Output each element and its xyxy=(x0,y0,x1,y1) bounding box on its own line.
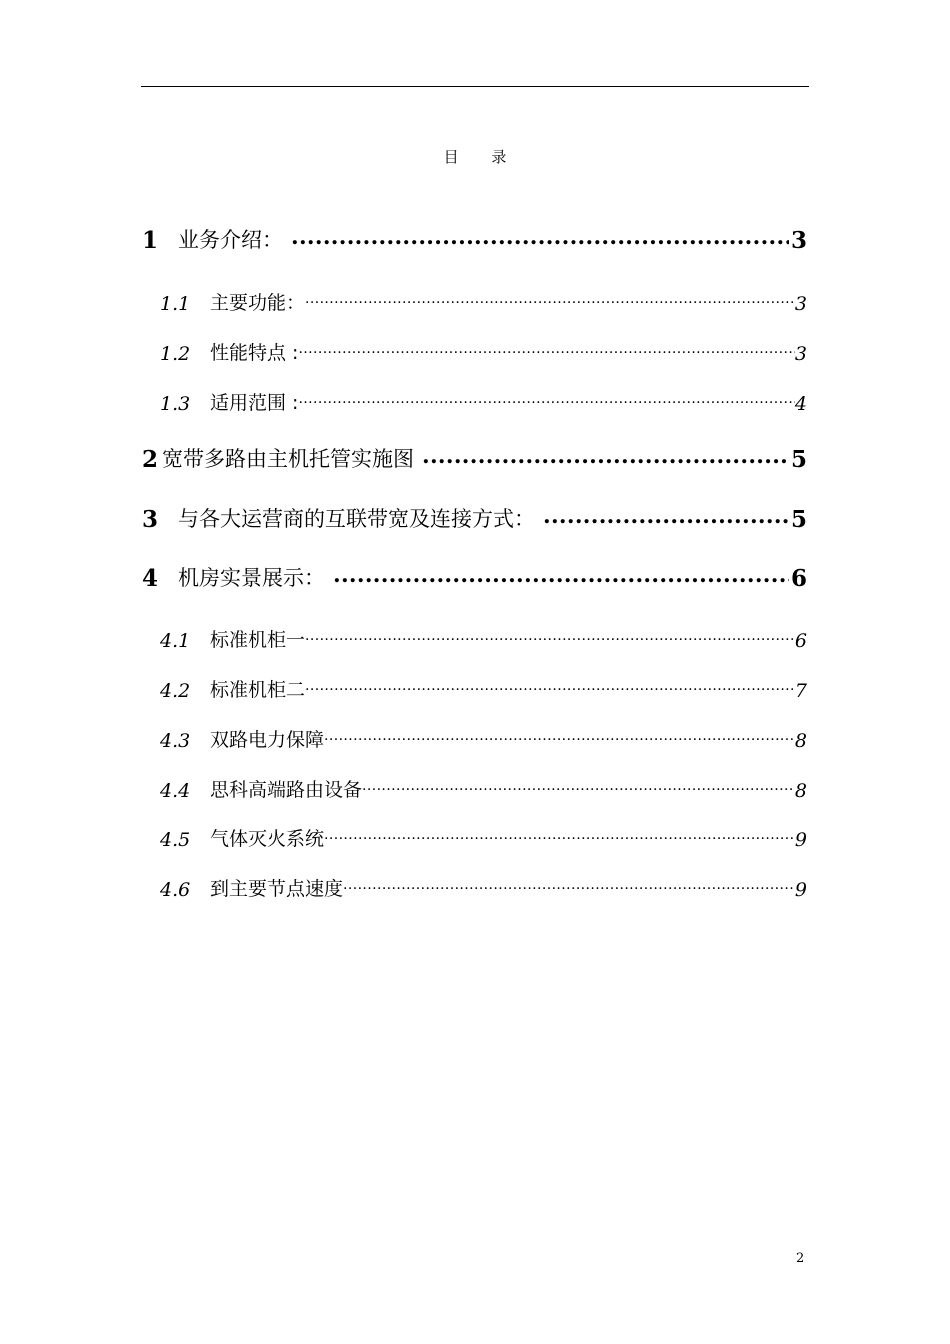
toc-entry-number: 1.3 xyxy=(160,393,191,415)
toc-entry-1-3[interactable] xyxy=(142,387,807,415)
toc-entry-page: 4 xyxy=(794,393,807,415)
toc-entry-page: 9 xyxy=(794,879,807,901)
toc-entry-4-6[interactable] xyxy=(142,873,807,901)
toc-entry-page: 6 xyxy=(794,630,807,652)
toc-entry-3[interactable] xyxy=(142,503,807,533)
toc-entry-page: 8 xyxy=(794,730,807,752)
toc-entry-text: 双路电力保障 xyxy=(210,729,325,751)
toc-entry-page: 9 xyxy=(794,829,807,851)
toc-entry-number: 3 xyxy=(142,506,159,533)
toc-entry-1-2[interactable] xyxy=(142,337,807,365)
toc-entry-4-1[interactable] xyxy=(142,624,807,652)
toc-dot-leader xyxy=(324,724,795,752)
toc-dot-leader xyxy=(291,224,789,254)
toc-entry-text: 到主要节点速度 xyxy=(210,878,344,900)
toc-entry-number: 1.2 xyxy=(160,343,191,365)
toc-entry-number: 4.3 xyxy=(160,730,191,752)
toc-entry-text: 主要功能： xyxy=(210,292,306,314)
toc-dot-leader xyxy=(305,674,795,702)
toc-entry-text: 思科高端路由设备 xyxy=(210,779,363,801)
toc-entry-page: 6 xyxy=(790,565,807,592)
toc-entry-4-2[interactable] xyxy=(142,674,807,702)
toc-dot-leader xyxy=(343,873,795,901)
toc-entry-text: 宽带多路由主机托管实施图 xyxy=(162,447,415,471)
toc-entry-text: 机房实景展示： xyxy=(178,566,325,590)
toc-entry-number: 4.1 xyxy=(160,630,191,652)
toc-title: 目 录 xyxy=(443,148,521,166)
toc-entry-number: 4.5 xyxy=(160,829,191,851)
toc-entry-number: 4.4 xyxy=(160,780,191,802)
toc-entry-4-5[interactable] xyxy=(142,823,807,851)
toc-entry-number: 1 xyxy=(142,227,159,254)
toc-entry-number: 4.2 xyxy=(160,680,191,702)
toc-entry-4[interactable] xyxy=(142,562,807,592)
toc-dot-leader xyxy=(305,624,795,652)
toc-entry-page: 7 xyxy=(794,680,807,702)
toc-entry-text: 业务介绍： xyxy=(178,228,283,252)
toc-entry-text: 与各大运营商的互联带宽及连接方式： xyxy=(178,507,535,531)
toc-entry-text: 标准机柜二 xyxy=(210,679,306,701)
toc-dot-leader xyxy=(333,562,789,592)
toc-entry-page: 3 xyxy=(794,343,807,365)
toc-dot-leader xyxy=(422,443,789,473)
toc-entry-1[interactable] xyxy=(142,224,807,254)
toc-entry-number: 2 xyxy=(142,446,159,473)
toc-entry-page: 3 xyxy=(790,227,807,254)
toc-entry-number: 4 xyxy=(142,565,159,592)
toc-entry-number: 4.6 xyxy=(160,879,191,901)
toc-dot-leader xyxy=(298,387,794,415)
toc-entry-page: 5 xyxy=(790,446,807,473)
toc-entry-page: 5 xyxy=(790,506,807,533)
toc-entry-4-4[interactable] xyxy=(142,774,807,802)
toc-entry-text: 性能特点 : xyxy=(210,342,299,364)
toc-dot-leader xyxy=(305,287,795,315)
toc-entry-text: 标准机柜一 xyxy=(210,629,306,651)
toc-entry-2[interactable] xyxy=(142,443,807,473)
toc-entry-text: 适用范围 : xyxy=(210,392,299,414)
toc-entry-text: 气体灭火系统 xyxy=(210,828,325,850)
toc-dot-leader xyxy=(362,774,795,802)
toc-entry-1-1[interactable] xyxy=(142,287,807,315)
toc-entry-number: 1.1 xyxy=(160,293,191,315)
toc-entry-page: 8 xyxy=(794,780,807,802)
toc-dot-leader xyxy=(298,337,794,365)
page-number: 2 xyxy=(796,1251,805,1266)
toc-entry-page: 3 xyxy=(794,293,807,315)
toc-entry-4-3[interactable] xyxy=(142,724,807,752)
toc-dot-leader xyxy=(543,503,789,533)
toc-dot-leader xyxy=(324,823,795,851)
